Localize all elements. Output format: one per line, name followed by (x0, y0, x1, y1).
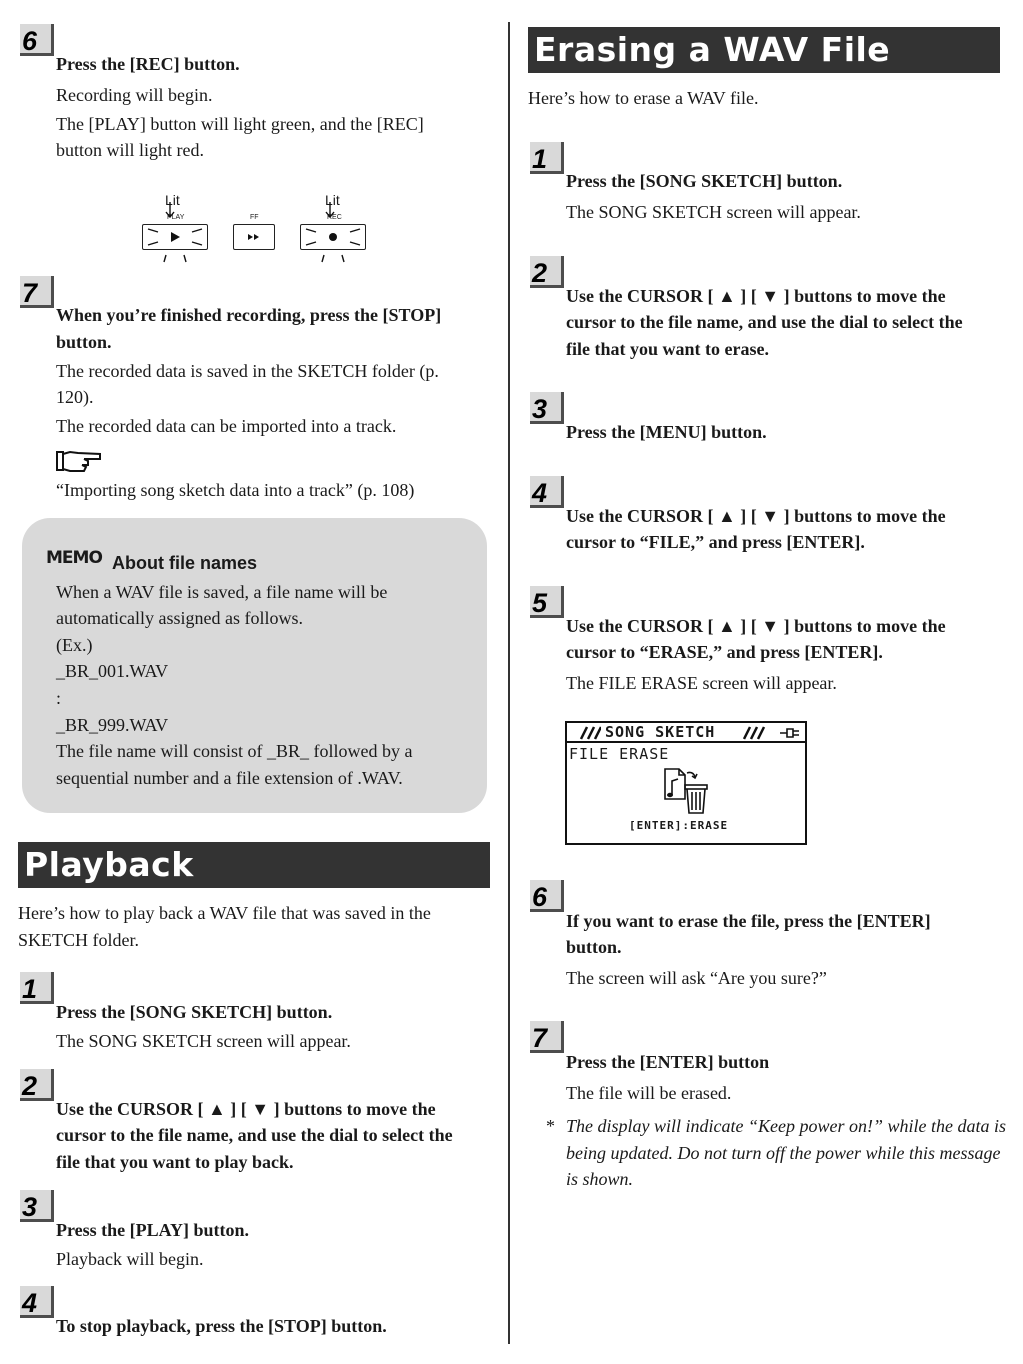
reference-link[interactable]: “Importing song sketch data into a track” (p. 108) (56, 480, 415, 500)
step-title: Use the CURSOR [ ▲ ] [ ▼ ] buttons to move the (566, 286, 946, 306)
step-body-line: The recorded data can be imported into a track. (56, 416, 397, 436)
memo-line: When a WAV file is saved, a file name will be (56, 582, 388, 602)
lcd-title-bar (567, 723, 805, 743)
intro-line: SKETCH folder. (18, 930, 139, 950)
step-title: button. (56, 332, 112, 352)
lcd-subtitle: FILE ERASE (569, 745, 670, 763)
step-title: To stop playback, press the [STOP] button. (56, 1316, 387, 1336)
step-number: 5 (530, 586, 564, 618)
rec-caption: REC (327, 214, 342, 221)
step-title: Press the [REC] button. (56, 54, 240, 74)
step-number: 3 (530, 392, 564, 424)
step-title: cursor to the file name, and use the dial to select the (56, 1125, 453, 1145)
step-body-line: The [PLAY] button will light green, and the [REC] (56, 114, 424, 134)
step-title: file that you want to erase. (566, 339, 769, 359)
memo-line: _BR_001.WAV (56, 661, 169, 681)
step-body-line: The recorded data is saved in the SKETCH folder (p. (56, 361, 439, 381)
step-title: Use the CURSOR [ ▲ ] [ ▼ ] buttons to move the (56, 1099, 436, 1119)
step-number: 3 (20, 1190, 54, 1222)
lcd-stripes-left-icon (577, 726, 601, 740)
step-title: cursor to the file name, and use the dial to select the (566, 312, 963, 332)
step-title: When you’re finished recording, press the [STOP] (56, 305, 442, 325)
memo-line: The file name will consist of _BR_ followed by a (56, 741, 413, 761)
step-body-line: Recording will begin. (56, 85, 213, 105)
step-number: 2 (20, 1069, 54, 1101)
step-body-line: button will light red. (56, 140, 204, 160)
memo-line: sequential number and a file extension of .WAV. (56, 768, 403, 788)
step-body-line: The SONG SKETCH screen will appear. (566, 202, 861, 222)
note-line: is shown. (566, 1169, 634, 1189)
lcd-screen (565, 721, 807, 845)
step-number: 7 (530, 1021, 564, 1053)
button-marks-icon (130, 182, 380, 268)
step-title: Press the [ENTER] button (566, 1052, 770, 1072)
memo-line: : (56, 688, 62, 708)
step-title: cursor to “ERASE,” and press [ENTER]. (566, 642, 883, 662)
lcd-title: SONG SKETCH (605, 723, 716, 741)
step-number: 1 (20, 972, 54, 1004)
button-illustration (130, 182, 380, 268)
step-title: Press the [PLAY] button. (56, 1220, 250, 1240)
memo-tag-icon: MEMO (46, 548, 102, 568)
step-title: Press the [SONG SKETCH] button. (56, 1002, 333, 1022)
note-line: The display will indicate “Keep power on!” while the data is (566, 1116, 1006, 1136)
memo-title: About file names (112, 553, 258, 573)
step-number: 6 (530, 880, 564, 912)
lit-label: Lit (325, 192, 340, 208)
memo-line: _BR_999.WAV (56, 715, 169, 735)
note-line: being updated. Do not turn off the power while this message (566, 1143, 1001, 1163)
step-body-line: The file will be erased. (566, 1083, 732, 1103)
lit-label: Lit (165, 192, 180, 208)
section-heading: Playback (18, 842, 490, 888)
step-number: 4 (530, 476, 564, 508)
step-number: 2 (530, 256, 564, 288)
pointing-hand-icon (56, 449, 104, 475)
step-number: 4 (20, 1286, 54, 1318)
step-title: cursor to “FILE,” and press [ENTER]. (566, 532, 865, 552)
lcd-stripes-right-icon (743, 726, 767, 740)
step-number: 7 (20, 276, 54, 308)
step-title: button. (566, 937, 622, 957)
step-number: 1 (530, 142, 564, 174)
intro-line: Here’s how to play back a WAV file that was saved in the (18, 903, 431, 923)
step-title: Press the [MENU] button. (566, 422, 767, 442)
play-caption: PLAY (167, 214, 185, 221)
column-divider (508, 22, 510, 1344)
step-body-line: The SONG SKETCH screen will appear. (56, 1031, 351, 1051)
step-body-line: 120). (56, 387, 94, 407)
lcd-plug-icon (779, 727, 801, 739)
step-body-line: The FILE ERASE screen will appear. (566, 673, 837, 693)
ff-caption: FF (250, 214, 259, 221)
memo-line: automatically assigned as follows. (56, 608, 303, 628)
step-body-line: Playback will begin. (56, 1249, 204, 1269)
step-title: Use the CURSOR [ ▲ ] [ ▼ ] buttons to move the (566, 616, 946, 636)
section-heading: Erasing a WAV File (528, 27, 1000, 73)
intro-line: Here’s how to erase a WAV file. (528, 88, 759, 108)
step-title: file that you want to play back. (56, 1152, 294, 1172)
memo-line: (Ex.) (56, 635, 93, 655)
step-number: 6 (20, 24, 54, 56)
step-title: Use the CURSOR [ ▲ ] [ ▼ ] buttons to move the (566, 506, 946, 526)
file-trash-icon (663, 767, 713, 815)
note-bullet: * (546, 1116, 555, 1136)
step-title: Press the [SONG SKETCH] button. (566, 171, 843, 191)
lcd-footer: [ENTER]:ERASE (629, 819, 729, 832)
step-body-line: The screen will ask “Are you sure?” (566, 968, 827, 988)
step-title: If you want to erase the file, press the [ENTER] (566, 911, 931, 931)
